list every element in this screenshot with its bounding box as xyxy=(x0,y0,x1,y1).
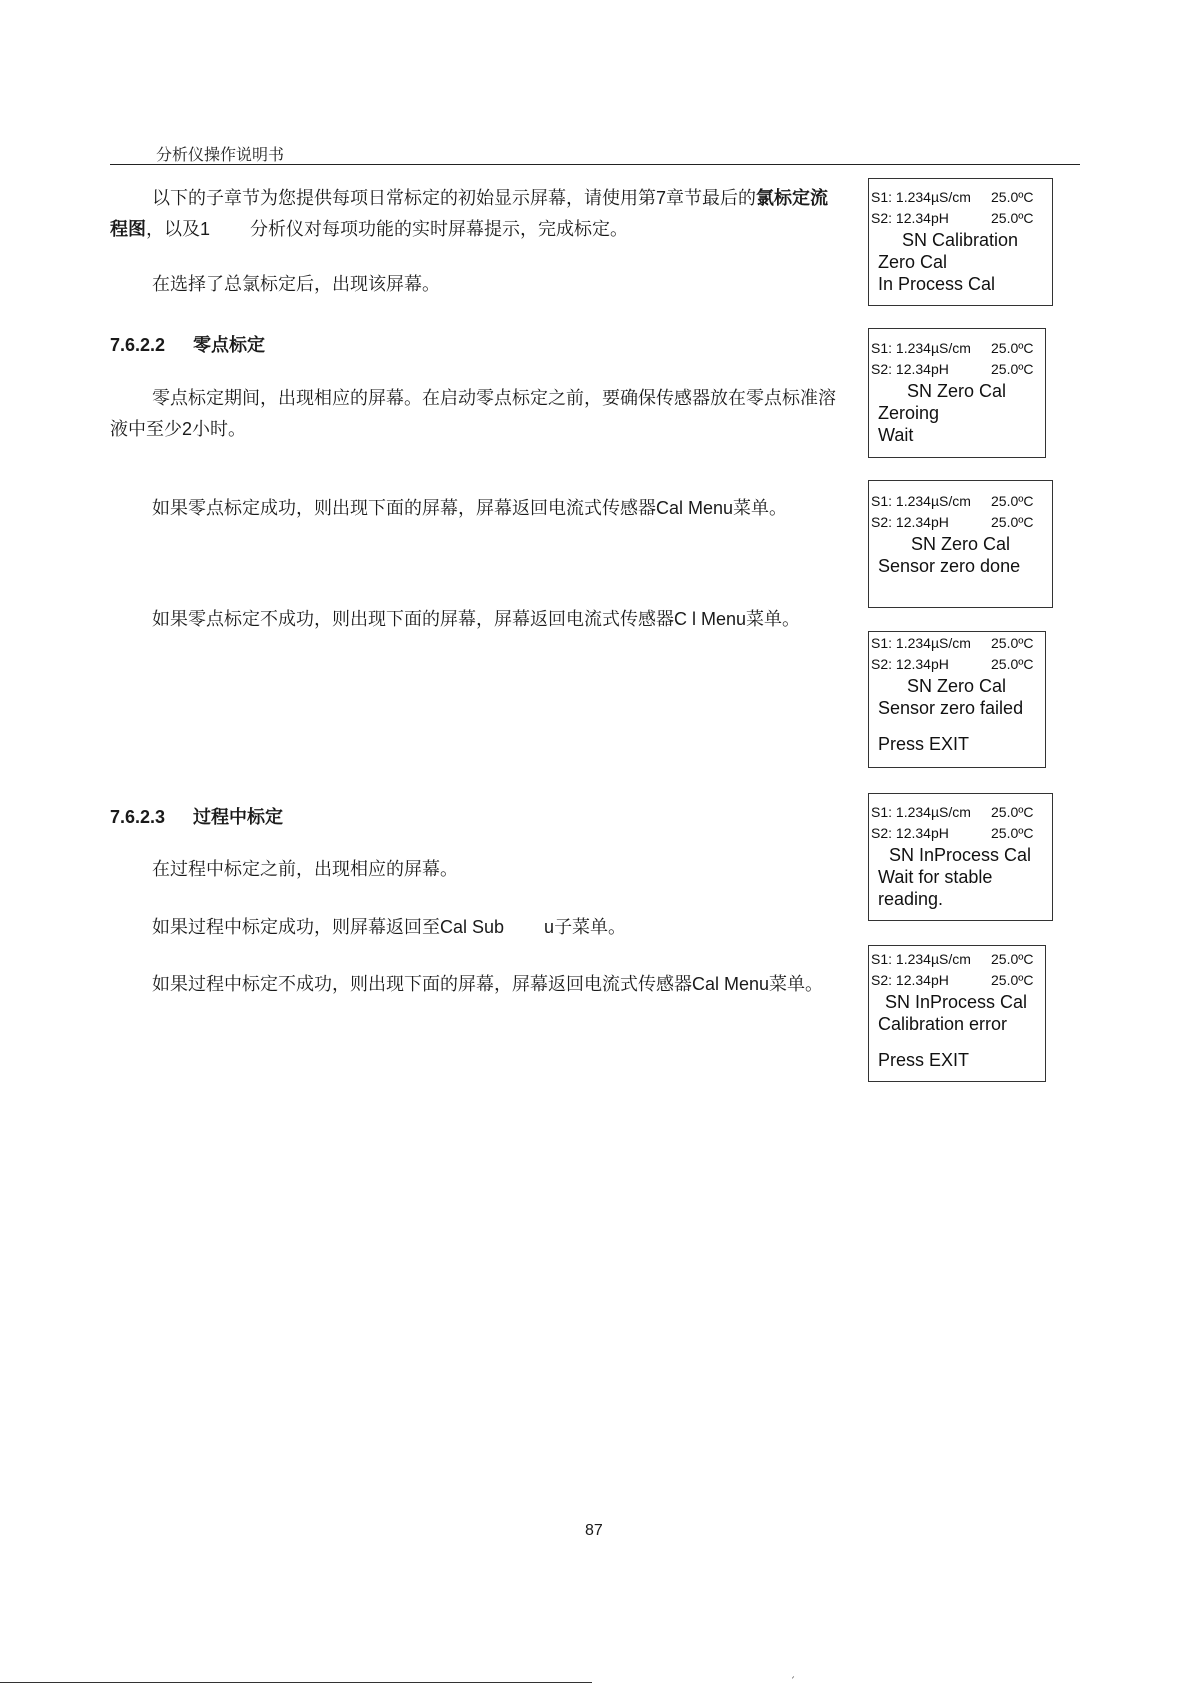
inprocess-paragraph: 在过程中标定之前，出现相应的屏幕。 xyxy=(152,859,458,880)
screen-title: SN InProcess Cal xyxy=(889,845,1032,865)
section-heading-inprocess-cal xyxy=(110,803,283,829)
lcd-screen-zero-failed xyxy=(868,631,1046,768)
section-title: 过程中标定 xyxy=(193,807,283,827)
zero-success-text: 如果零点标定成功，则出现下面的屏幕，屏幕返回电流式传感器 xyxy=(152,498,656,519)
intro-paragraph-2: 在选择了总氯标定后，出现该屏幕。 xyxy=(152,274,440,295)
sensor2-line xyxy=(871,512,1052,533)
sensor1-line xyxy=(871,802,1052,823)
lcd-screen-inprocess-wait xyxy=(868,793,1053,921)
menu-item-zero-cal: Zero Cal xyxy=(878,252,948,272)
intro-paragraph xyxy=(110,183,845,245)
sensor1-line xyxy=(871,633,1045,654)
sensor1-value: S1: 1.234µS/cm xyxy=(871,189,971,205)
inprocess-fail-paragraph xyxy=(110,969,845,1000)
sensor2-value: S2: 12.34pH xyxy=(871,656,949,672)
screen-title: SN Calibration xyxy=(902,230,1019,250)
sensor1-line xyxy=(871,338,1045,359)
inprocess-success-text: 如果过程中标定成功，则屏幕返回至 xyxy=(152,917,440,938)
sensor2-line xyxy=(871,359,1045,380)
sensor1-value: S1: 1.234µS/cm xyxy=(871,635,971,651)
screen-title: SN Zero Cal xyxy=(907,676,1007,696)
sensor2-value: S2: 12.34pH xyxy=(871,972,949,988)
sensor1-value: S1: 1.234µS/cm xyxy=(871,804,971,820)
sensor2-temp: 25.0ºC xyxy=(991,514,1034,530)
flowchart-reference: 氯标定流程图 xyxy=(110,188,829,240)
status-line-1: Wait for stable xyxy=(878,867,993,887)
sensor1-line xyxy=(871,187,1052,208)
sensor1-temp: 25.0ºC xyxy=(991,340,1034,356)
zero-cal-text: 零点标定期间，出现相应的屏幕。在启动零点标定之前，要确保传感器放在零点标准溶液中至少 xyxy=(110,388,836,440)
sensor2-temp: 25.0ºC xyxy=(991,361,1034,377)
sensor2-temp: 25.0ºC xyxy=(991,656,1034,672)
analyzer-model: 1 xyxy=(200,219,211,239)
intro-text-4: 分析仪对每项功能的实时屏幕提示，完成标定。 xyxy=(250,219,629,240)
intro-text-2: 章节最后的 xyxy=(666,188,757,209)
sensor1-temp: 25.0ºC xyxy=(991,804,1034,820)
section-number: 7.6.2.2 xyxy=(110,335,166,355)
menu-item-in-process-cal: In Process Cal xyxy=(878,274,996,294)
sensor1-temp: 25.0ºC xyxy=(991,951,1034,967)
intro-text-1: 以下的子章节为您提供每项日常标定的初始显示屏幕，请使用第 xyxy=(152,188,656,209)
lcd-screen-zero-done xyxy=(868,480,1053,608)
sensor1-line xyxy=(871,949,1045,970)
sensor1-value: S1: 1.234µS/cm xyxy=(871,493,971,509)
zero-fail-end: 菜单。 xyxy=(746,609,801,630)
press-exit-prompt: Press EXIT xyxy=(878,734,970,754)
sensor1-temp: 25.0ºC xyxy=(991,635,1034,651)
sensor2-value: S2: 12.34pH xyxy=(871,361,949,377)
zero-fail-text: 如果零点标定不成功，则出现下面的屏幕，屏幕返回电流式传感器 xyxy=(152,609,674,630)
section-title: 零点标定 xyxy=(193,335,265,355)
sensor2-line xyxy=(871,208,1052,229)
header-rule xyxy=(110,164,1080,165)
sensor2-value: S2: 12.34pH xyxy=(871,210,949,226)
sensor1-temp: 25.0ºC xyxy=(991,189,1034,205)
zero-success-end: 菜单。 xyxy=(733,498,788,519)
section-heading-zero-cal xyxy=(110,331,265,357)
press-exit-prompt: Press EXIT xyxy=(878,1050,970,1070)
bottom-rule xyxy=(0,1682,592,1683)
cal-menu-ref-broken: C l Menu xyxy=(674,609,747,629)
sensor1-line xyxy=(871,491,1052,512)
inprocess-success-end: 子菜单。 xyxy=(554,917,627,938)
page-number: 87 xyxy=(585,1522,603,1539)
sensor1-value: S1: 1.234µS/cm xyxy=(871,340,971,356)
screen-title: SN InProcess Cal xyxy=(885,992,1028,1012)
inprocess-fail-end: 菜单。 xyxy=(769,974,824,995)
bottom-mark: ˊ xyxy=(790,1677,795,1688)
lcd-screen-calibration xyxy=(868,178,1053,306)
lcd-screen-inprocess-error xyxy=(868,945,1046,1082)
cal-menu-ref: Cal Menu xyxy=(692,974,770,994)
cal-menu-ref: Cal Menu xyxy=(656,498,734,518)
status-line-1: Calibration error xyxy=(878,1014,1008,1034)
section-number: 7.6.2.3 xyxy=(110,807,166,827)
status-line-1: Sensor zero failed xyxy=(878,698,1024,718)
sensor2-value: S2: 12.34pH xyxy=(871,825,949,841)
zero-cal-text-end: 小时。 xyxy=(192,419,247,440)
screen-title: SN Zero Cal xyxy=(911,534,1011,554)
status-line-2: reading. xyxy=(878,889,944,909)
zero-cal-paragraph xyxy=(110,384,845,445)
intro-text-3: ，以及 xyxy=(146,219,200,240)
status-line-1: Sensor zero done xyxy=(878,556,1021,576)
sensor2-temp: 25.0ºC xyxy=(991,825,1034,841)
cal-submenu-ref: Cal Sub u xyxy=(440,917,555,937)
status-line-1: Zeroing xyxy=(878,403,940,423)
sensor2-value: S2: 12.34pH xyxy=(871,514,949,530)
lcd-screen-zeroing xyxy=(868,328,1046,458)
zero-cal-hours: 2 xyxy=(182,419,193,439)
sensor1-value: S1: 1.234µS/cm xyxy=(871,951,971,967)
inprocess-fail-text: 如果过程中标定不成功，则出现下面的屏幕，屏幕返回电流式传感器 xyxy=(152,974,692,995)
zero-cal-success-paragraph xyxy=(110,493,845,524)
running-header: 分析仪操作说明书 xyxy=(156,145,285,164)
sensor2-line xyxy=(871,970,1045,991)
sensor2-temp: 25.0ºC xyxy=(991,210,1034,226)
sensor2-line xyxy=(871,654,1045,675)
status-line-2: Wait xyxy=(878,425,914,445)
sensor2-line xyxy=(871,823,1052,844)
screen-title: SN Zero Cal xyxy=(907,381,1007,401)
intro-chapter-number: 7 xyxy=(656,188,667,208)
inprocess-success-paragraph xyxy=(110,912,845,943)
sensor1-temp: 25.0ºC xyxy=(991,493,1034,509)
zero-cal-fail-paragraph xyxy=(110,604,845,635)
sensor2-temp: 25.0ºC xyxy=(991,972,1034,988)
